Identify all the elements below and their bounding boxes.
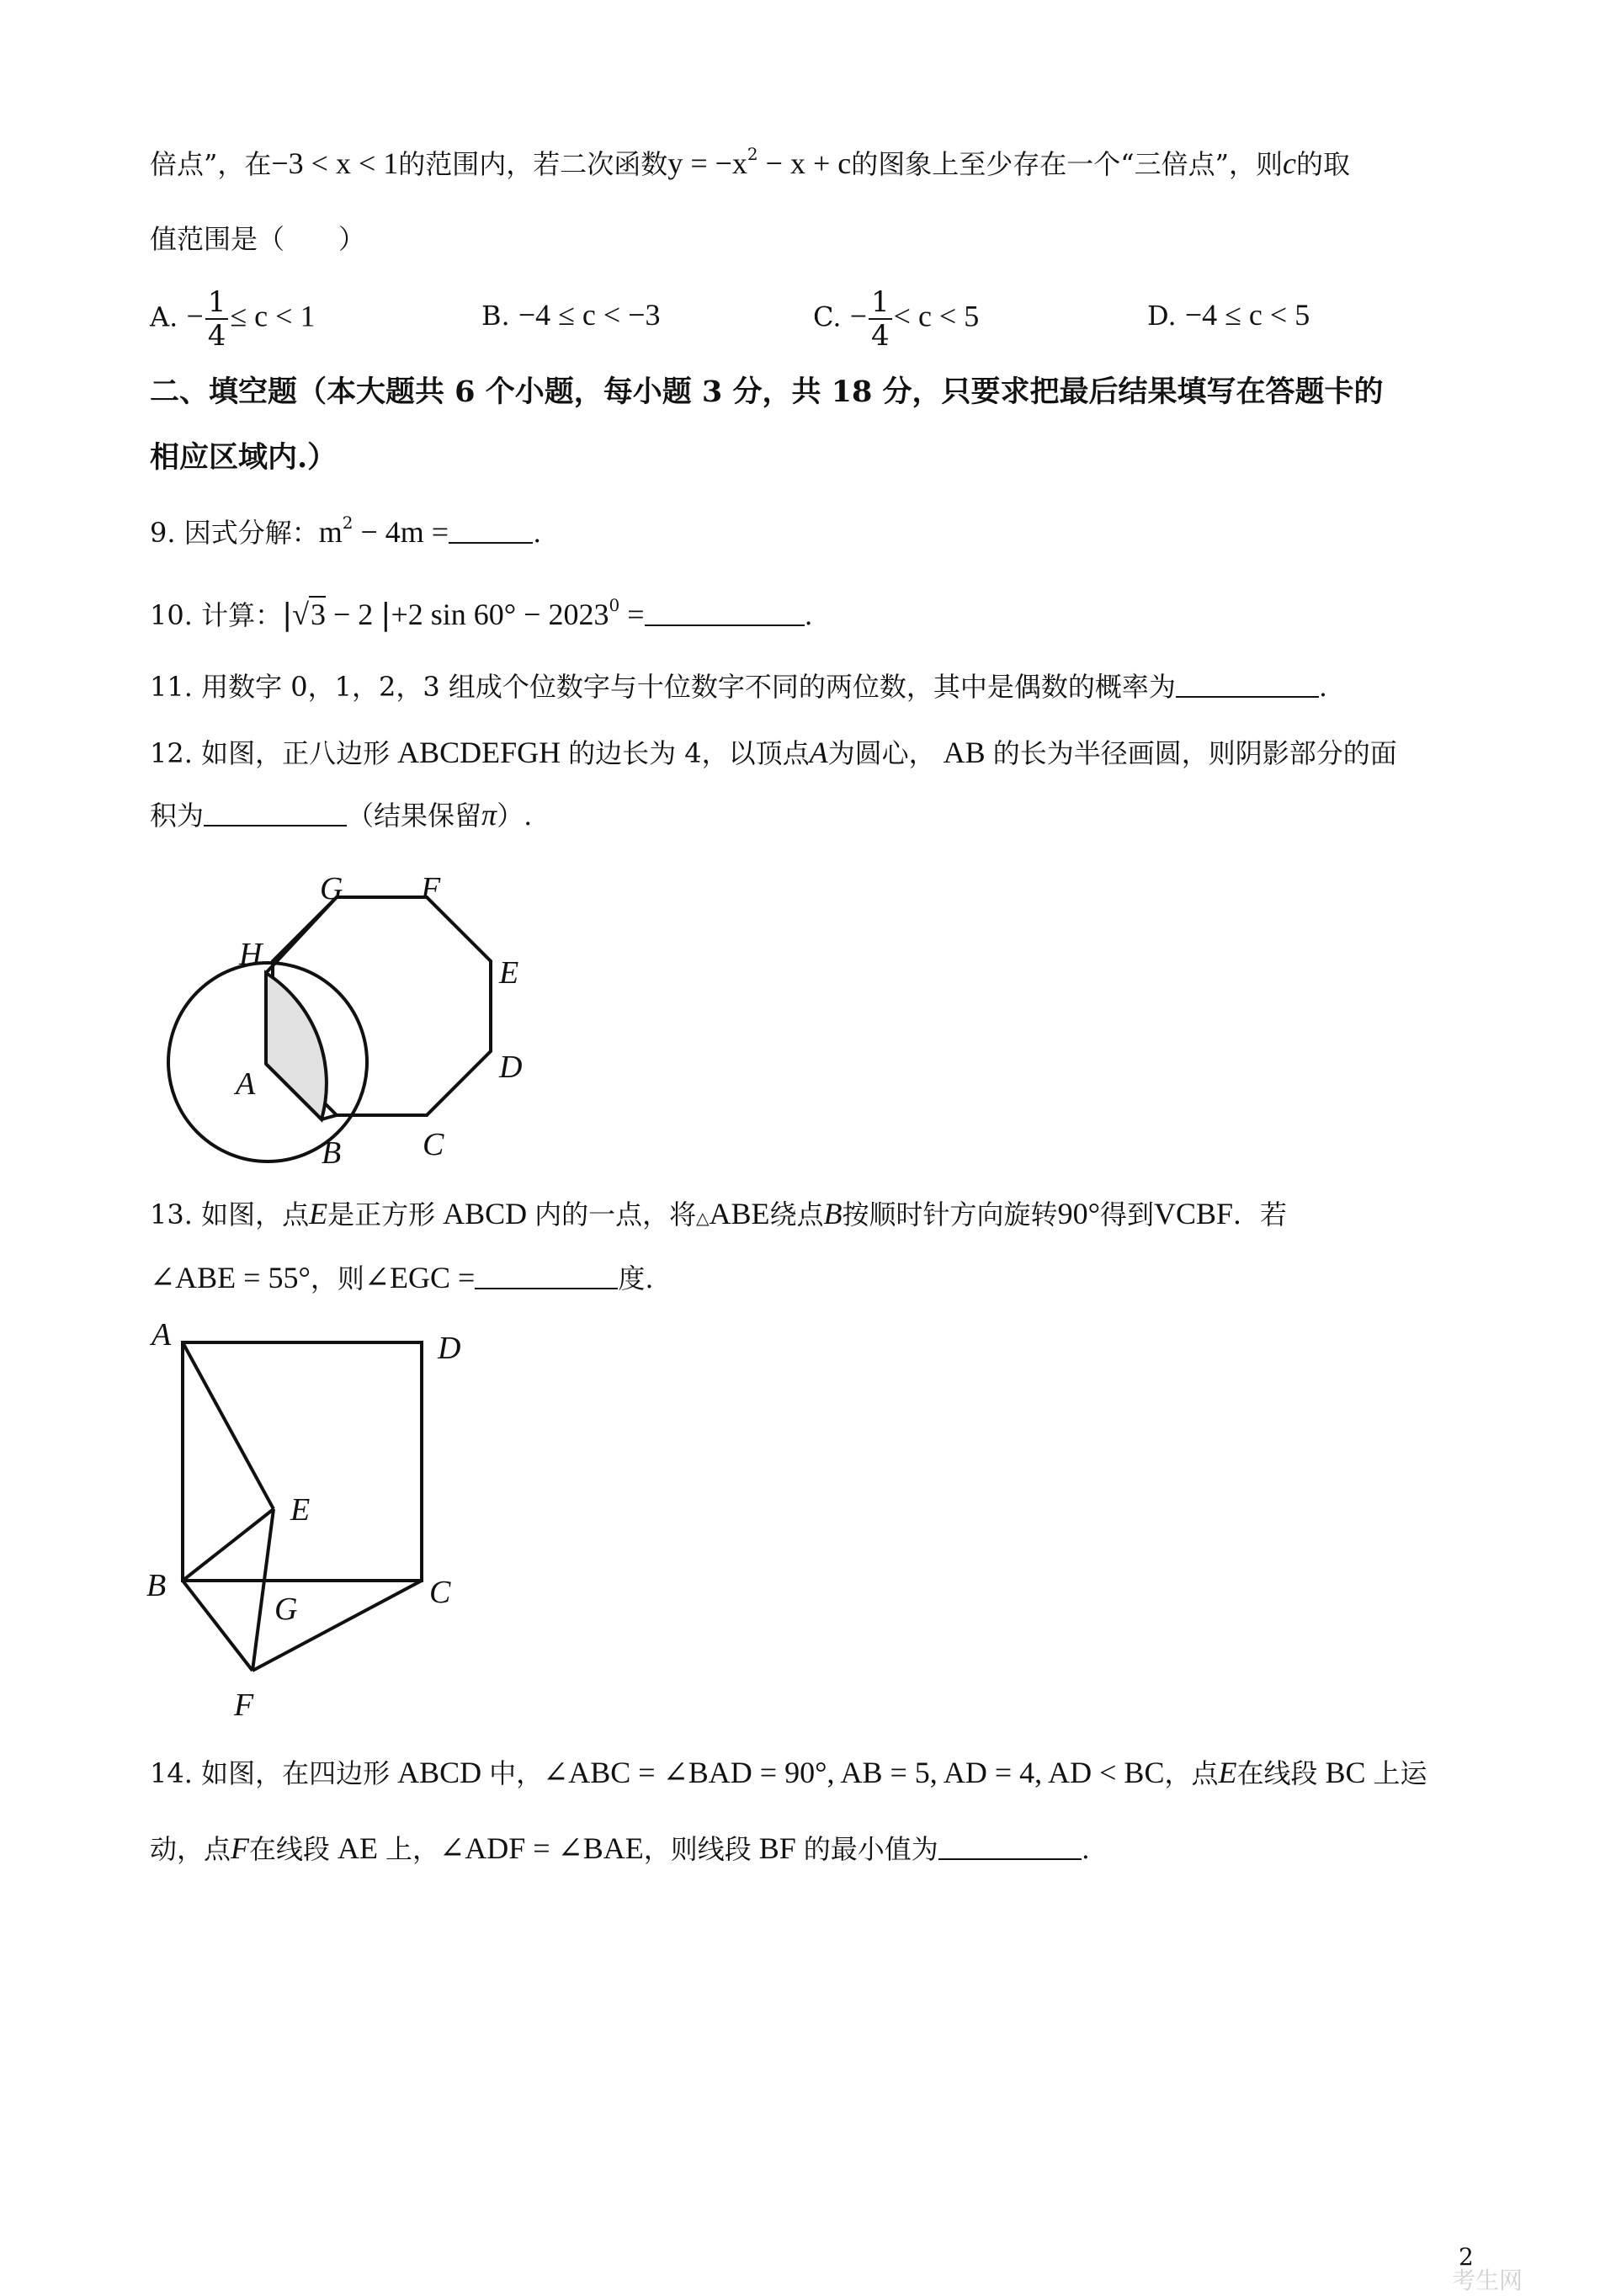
label-c: C xyxy=(429,1575,451,1610)
label-b: B xyxy=(146,1568,167,1603)
label-d: D xyxy=(499,1050,523,1085)
page-number: 2 xyxy=(1459,2243,1474,2271)
answer-blank-12[interactable] xyxy=(204,800,347,826)
label-d: D xyxy=(438,1331,461,1366)
option-b: B. −4 ≤ c < −3 xyxy=(481,298,661,332)
square-rotation-figure xyxy=(143,1313,488,1725)
label-e: E xyxy=(290,1492,311,1528)
segment-hg xyxy=(266,897,337,973)
shaded-region xyxy=(266,973,327,1119)
label-h: H xyxy=(239,937,263,972)
label-g: G xyxy=(320,871,343,906)
label-e: E xyxy=(499,955,519,991)
question-9: 9. 因式分解：$m^2 - 4m$ = . xyxy=(150,513,542,549)
option-c: C. − $\frac{1}{4}$ < c < 5 xyxy=(813,285,980,353)
question-10: 10. 计算：|√3 − 2 |+2 $\sin 60^\circ - 2023^0$ = . xyxy=(150,595,813,632)
question-12-line1: 12. 如图，正八边形 ABCDEFGH 的边长为 4，以顶点A为圆心， AB 的长为半径画圆，则阴影部分的面 xyxy=(150,736,1397,769)
answer-blank-14[interactable] xyxy=(938,1833,1082,1860)
label-f: F xyxy=(421,871,441,906)
answer-blank-9[interactable] xyxy=(449,517,533,544)
answer-blank-11[interactable] xyxy=(1176,671,1319,698)
question-13-line1: 13. 如图，点E是正方形 ABCD 内的一点，将△ABE绕点B按顺时针方向旋转90°得到VCBF．若 xyxy=(150,1197,1288,1230)
label-a: A xyxy=(236,1066,256,1102)
question-14-line2: 动，点F在线段 AE 上，∠ADF = ∠BAE，则线段 BF 的最小值为 . xyxy=(150,1831,1090,1865)
answer-blank-10[interactable] xyxy=(645,599,805,626)
question-11: 11. 用数字 0，1，2，3 组成个位数字与十位数字不同的两位数，其中是偶数的概率为 . xyxy=(150,671,1328,703)
watermark-logo: 考生网 xyxy=(1452,2267,1523,2294)
label-c: C xyxy=(423,1127,444,1162)
q8-line1: 倍点”，在−3 < x < 1的范围内，若二次函数$y = -x^2 - x + c$的图象上至少存在一个“三倍点”，则c的取 xyxy=(150,144,1350,180)
section2-title-line1: 二、填空题（本大题共 6 个小题，每小题 3 分，共 18 分，只要求把最后结果填写在答题卡的 xyxy=(150,375,1384,409)
label-a: A xyxy=(152,1317,172,1353)
q8-line2: 值范围是（ ） xyxy=(150,223,366,255)
segment-ef xyxy=(252,1509,274,1671)
answer-blank-13[interactable] xyxy=(475,1262,618,1289)
square-abcd xyxy=(183,1342,422,1581)
option-d: D. −4 ≤ c < 5 xyxy=(1147,298,1310,332)
segment-ae xyxy=(183,1342,274,1509)
option-a: A. − $\frac{1}{4}$ ≤ c < 1 xyxy=(150,285,316,353)
section2-title-line2: 相应区域内.） xyxy=(150,440,338,475)
question-13-line2: ∠ABE = 55°，则∠EGC = 度. xyxy=(150,1261,654,1294)
octagon-circle-figure xyxy=(160,867,547,1178)
segment-bf xyxy=(183,1581,252,1671)
label-g: G xyxy=(274,1592,298,1627)
label-f: F xyxy=(234,1687,254,1723)
segment-be xyxy=(183,1509,274,1581)
label-b: B xyxy=(322,1135,342,1171)
question-12-line2: 积为 （结果保留π）. xyxy=(150,798,533,832)
question-14-line1: 14. 如图，在四边形 ABCD 中，∠ABC = ∠BAD = 90°, AB = 5, AD = 4, AD < BC，点E在线段 BC 上运 xyxy=(150,1756,1427,1789)
